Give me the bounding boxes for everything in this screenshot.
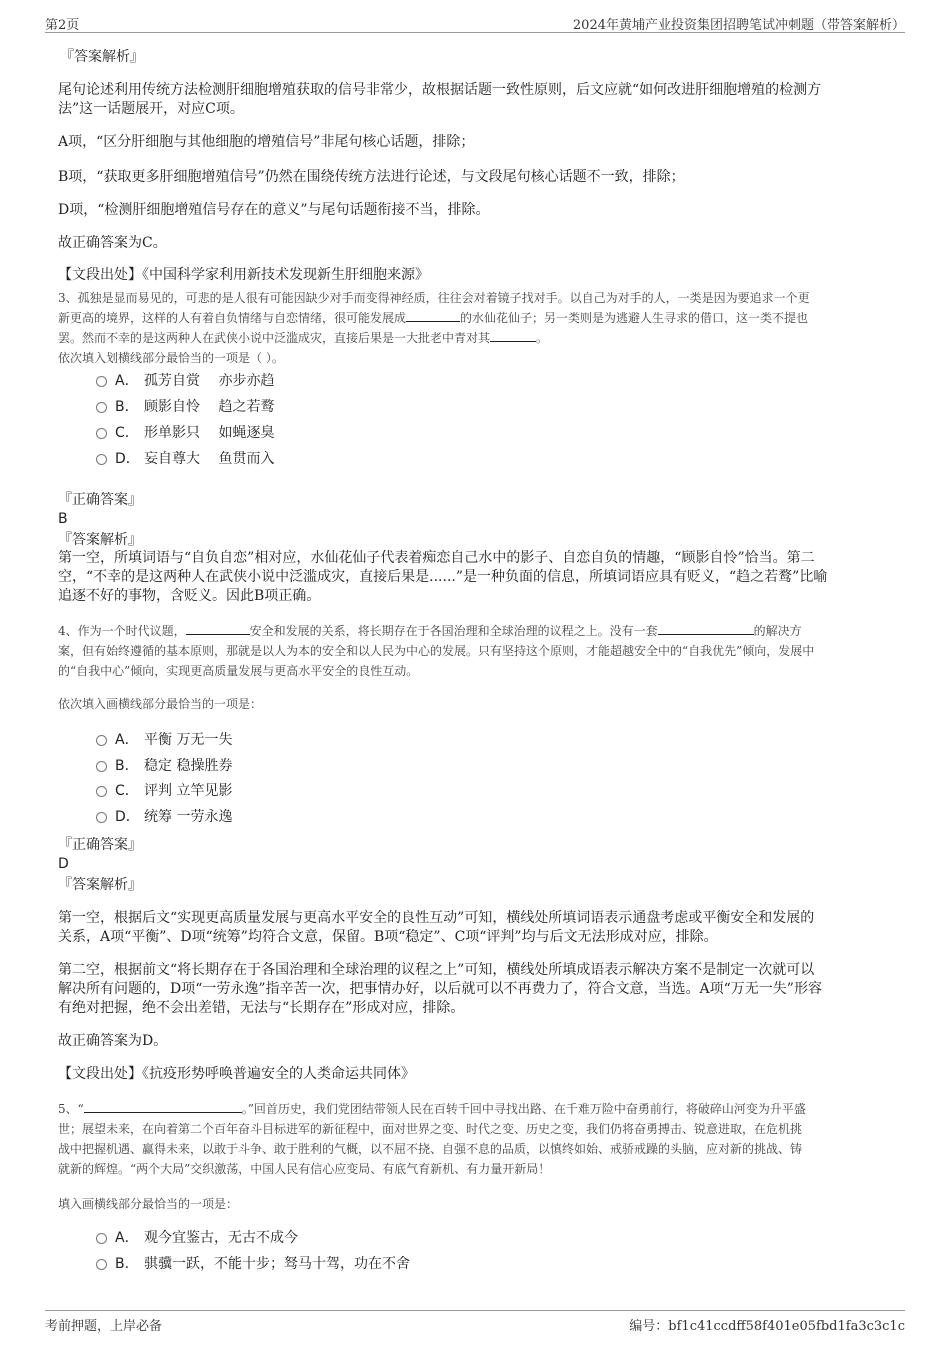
q3-analysis-label: 『答案解析』 xyxy=(58,532,142,548)
page-header xyxy=(45,12,905,33)
option-text: 顾影自怜 趋之若鹜 xyxy=(144,399,275,415)
answer-blank xyxy=(490,329,536,342)
radio-icon[interactable] xyxy=(96,761,107,772)
q3-stem-text: 。 xyxy=(536,331,549,345)
q5-prompt: 填入画横线部分最恰当的一项是： xyxy=(58,1197,239,1211)
page-number: 第2页 xyxy=(45,18,80,33)
q5-stem-text: 。”回首历史，我们党团结带领人民在百转千回中寻找出路、在千难万险中奋勇前行，将破碎山河变为升平盛 xyxy=(241,1102,806,1116)
q3-answer-label: 『正确答案』 xyxy=(58,492,142,508)
q3-answer: B xyxy=(58,511,68,527)
q4-analysis-label: 『答案解析』 xyxy=(58,877,142,893)
answer-blank xyxy=(406,309,460,322)
option-letter: B． xyxy=(115,399,139,415)
option-letter: A． xyxy=(115,732,139,748)
radio-icon[interactable] xyxy=(96,812,107,823)
option-letter: D． xyxy=(115,809,140,825)
q3-analysis-line-2: 空，“不幸的是这两种人在武侠小说中泛滥成灾，直接后果是......”是一种负面的信息，所填词语应具有贬义，“趋之若鹜”比喻 xyxy=(58,569,828,585)
footer-slogan: 考前押题，上岸必备 xyxy=(45,1319,163,1334)
q3-stem-line-3 xyxy=(58,328,908,348)
q4-stem-text: 4、作为一个时代议题， xyxy=(58,624,186,638)
option-letter: B． xyxy=(115,758,139,774)
q2-conclusion: 故正确答案为C。 xyxy=(58,235,167,251)
q4-conclusion: 故正确答案为D。 xyxy=(58,1033,168,1049)
q4-analysis-p2-line-3: 有绝对把握，绝不会出差错，无法与“长期存在”形成对应，排除。 xyxy=(58,1000,465,1016)
option-text: 形单影只 如蝇逐臭 xyxy=(144,425,275,441)
q5-stem-line-3: 战中把握机遇、赢得未来，以敢于斗争、敢于胜利的气概，以不屈不挠、自强不息的品质，以慎终如始、戒骄戒躁的头脑，应对新的挑战、铸 xyxy=(58,1142,803,1156)
answer-blank xyxy=(186,622,250,635)
q4-stem-line-1 xyxy=(58,621,908,641)
q3-stem-line-1: 3、孤独是显而易见的，可悲的是人很有可能因缺少对手而变得神经质，往往会对着镜子找对手。以自己为对手的人，一类是因为要追求一个更 xyxy=(58,291,810,305)
answer-blank xyxy=(84,1100,242,1113)
radio-icon[interactable] xyxy=(96,786,107,797)
radio-icon[interactable] xyxy=(96,454,107,465)
radio-icon[interactable] xyxy=(96,376,107,387)
q3-analysis-line-1: 第一空，所填词语与“自负自恋”相对应，水仙花仙子代表着痴恋自己水中的影子、自恋自负的情趣，“顾影自怜”恰当。第二 xyxy=(58,550,815,566)
radio-icon[interactable] xyxy=(96,1233,107,1244)
q4-source: 【文段出处】《抗疫形势呼唤普遍安全的人类命运共同体》 xyxy=(58,1066,415,1082)
q4-analysis-p1-line-2: 关系，A项“平衡”、D项“统筹”均符合文意，保留。B项“稳定”、C项“评判”均与后文无法形成对应，排除。 xyxy=(58,929,718,945)
q4-analysis-p2-line-2: 解决所有问题的，D项“一劳永逸”指辛苦一次，把事情办好，以后就可以不再费力了，符合文意，当选。A项“万无一失”形容 xyxy=(58,981,822,997)
option-letter: A． xyxy=(115,1230,139,1246)
q2-analysis-label: 『答案解析』 xyxy=(60,49,144,65)
document-id: 编号：bf1c41ccdff58f401e05fbd1fa3c3c1c xyxy=(629,1319,905,1334)
option-letter: B． xyxy=(115,1256,139,1272)
q4-analysis-p1-line-1: 第一空，根据后文“实现更高质量发展与更高水平安全的良性互动”可知，横线处所填词语表示通盘考虑或平衡安全和发展的 xyxy=(58,910,815,926)
q3-stem-line-2 xyxy=(58,308,908,328)
q5-stem-line-2: 世；展望未来，在向着第二个百年奋斗目标进军的新征程中，面对世界之变、时代之变、历史之变，我们仍将奋勇搏击、锐意进取，在危机挑 xyxy=(58,1122,803,1136)
option-text: 评判 立竿见影 xyxy=(144,783,233,799)
q5-stem-line-4: 就新的辉煌。“两个大局”交织激荡，中国人民有信心应变局、有底气育新机、有力量开新局！ xyxy=(58,1162,551,1176)
q5-stem-line-1 xyxy=(58,1099,908,1119)
q4-stem-text: 的解决方 xyxy=(753,624,802,638)
radio-icon[interactable] xyxy=(96,1259,107,1270)
option-text: 骐骥一跃，不能十步；驽马十驾，功在不舍 xyxy=(144,1256,410,1272)
option-text: 观今宜鉴古，无古不成今 xyxy=(144,1230,298,1246)
q2-source: 【文段出处】《中国科学家利用新技术发现新生肝细胞来源》 xyxy=(58,267,429,283)
option-letter: C． xyxy=(115,783,139,799)
q2-intro-line-1: 尾句论述利用传统方法检测肝细胞增殖获取的信号非常少，故根据话题一致性原则，后文应就“如何改进肝细胞增殖的检测方 xyxy=(58,82,822,98)
option-letter: D． xyxy=(115,451,140,467)
page-footer xyxy=(45,1310,905,1333)
q3-stem-text: 新更高的境界，这样的人有着自负情绪与自恋情绪，很可能发展成 xyxy=(58,311,407,325)
q3-prompt: 依次填入划横线部分最恰当的一项是（ ）。 xyxy=(58,351,284,365)
q4-stem-line-2: 案，但有始终遵循的基本原则，那就是以人为本的安全和以人民为中心的发展。只有坚持这个原则，才能超越安全中的“自我优先”倾向，发展中 xyxy=(58,644,815,658)
option-letter: C． xyxy=(115,425,139,441)
q4-stem-text: 安全和发展的关系，将长期存在于各国治理和全球治理的议程之上。没有一套 xyxy=(249,624,658,638)
q5-stem-text: 5、“ xyxy=(58,1102,84,1116)
document-title: 2024年黄埔产业投资集团招聘笔试冲刺题（带答案解析） xyxy=(572,18,905,33)
radio-icon[interactable] xyxy=(96,735,107,746)
radio-icon[interactable] xyxy=(96,428,107,439)
q4-answer: D xyxy=(58,856,69,872)
answer-blank xyxy=(658,622,754,635)
q2-option-a-analysis: A项，“区分肝细胞与其他细胞的增殖信号”非尾句核心话题，排除； xyxy=(58,134,475,150)
q2-intro-line-2: 法”这一话题展开，对应C项。 xyxy=(58,101,244,117)
q2-option-d-analysis: D项，“检测肝细胞增殖信号存在的意义”与尾句话题衔接不当，排除。 xyxy=(58,202,490,218)
q3-analysis-line-3: 追逐不好的事物，含贬义。因此B项正确。 xyxy=(58,588,321,604)
option-text: 妄自尊大 鱼贯而入 xyxy=(144,451,275,467)
option-letter: A． xyxy=(115,373,139,389)
q4-prompt: 依次填入画横线部分最恰当的一项是： xyxy=(58,697,263,711)
radio-icon[interactable] xyxy=(96,402,107,413)
q4-analysis-p2-line-1: 第二空，根据前文“将长期存在于各国治理和全球治理的议程之上”可知，横线处所填成语表示解决方案不是制定一次就可以 xyxy=(58,962,815,978)
q2-option-b-analysis: B项，“获取更多肝细胞增殖信号”仍然在围绕传统方法进行论述，与文段尾句核心话题不一致，排除； xyxy=(58,169,685,185)
option-text: 统筹 一劳永逸 xyxy=(144,809,233,825)
option-text: 稳定 稳操胜券 xyxy=(144,758,233,774)
option-text: 平衡 万无一失 xyxy=(144,732,233,748)
q4-answer-label: 『正确答案』 xyxy=(58,837,142,853)
q4-stem-line-3: 的“自我中心”倾向，实现更高质量发展与更高水平安全的良性互动。 xyxy=(58,664,419,678)
q3-stem-text: 的水仙花仙子；另一类则是为逃避人生寻求的借口，这一类不提也 xyxy=(460,311,809,325)
q3-stem-text: 罢。然而不幸的是这两种人在武侠小说中泛滥成灾，直接后果是一大批老中青对其 xyxy=(58,331,491,345)
option-text: 孤芳自赏 亦步亦趋 xyxy=(144,373,275,389)
